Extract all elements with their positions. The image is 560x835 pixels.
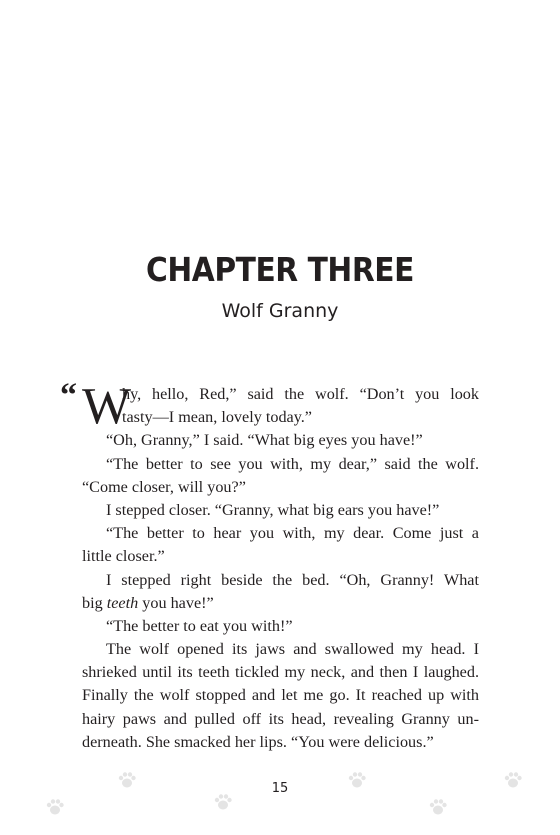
body-line: hy, hello, Red,” said the wolf. “Don’t you look <box>122 385 479 403</box>
body-line: hairy paws and pulled off its head, revealing Granny un- <box>82 709 479 728</box>
body-line: shrieked until its teeth tickled my neck, and then I laughed. <box>82 663 479 682</box>
page-number: 15 <box>271 781 289 796</box>
chapter-title: CHAPTER THREE <box>146 250 414 289</box>
chapter-body <box>60 377 479 754</box>
paw-print-icon <box>45 797 65 817</box>
paw-print-icon <box>428 797 448 817</box>
body-line: “Oh, Granny,” I said. “What big eyes you have!” <box>106 431 423 450</box>
body-line: Finally the wolf stopped and let me go. It reached up with <box>82 686 479 705</box>
body-line: I stepped right beside the bed. “Oh, Granny! What <box>106 570 479 589</box>
body-text-span: you have!” <box>142 593 214 612</box>
body-line: I stepped closer. “Granny, what big ears you have!” <box>106 500 440 519</box>
chapter-subtitle: Wolf Granny <box>221 300 339 322</box>
body-text-span: big <box>82 593 103 612</box>
body-line: “Come closer, will you?” <box>82 477 246 496</box>
body-line: “The better to see you with, my dear,” said the wolf. <box>106 454 479 473</box>
body-line: The wolf opened its jaws and swallowed my head. I <box>106 640 479 659</box>
emphasis-text: teeth <box>106 593 139 612</box>
body-line: “The better to hear you with, my dear. Come just a <box>106 524 479 543</box>
drop-quote-mark: “ <box>60 377 77 414</box>
drop-cap-letter: W <box>82 378 132 435</box>
body-line <box>82 592 479 615</box>
body-line: derneath. She smacked her lips. “You were delicious.” <box>82 732 434 751</box>
body-line: little closer.” <box>82 547 165 566</box>
opening-paragraph <box>60 377 479 435</box>
body-line: tasty—I mean, lovely today.” <box>122 408 312 427</box>
body-line: “The better to eat you with!” <box>106 616 293 635</box>
